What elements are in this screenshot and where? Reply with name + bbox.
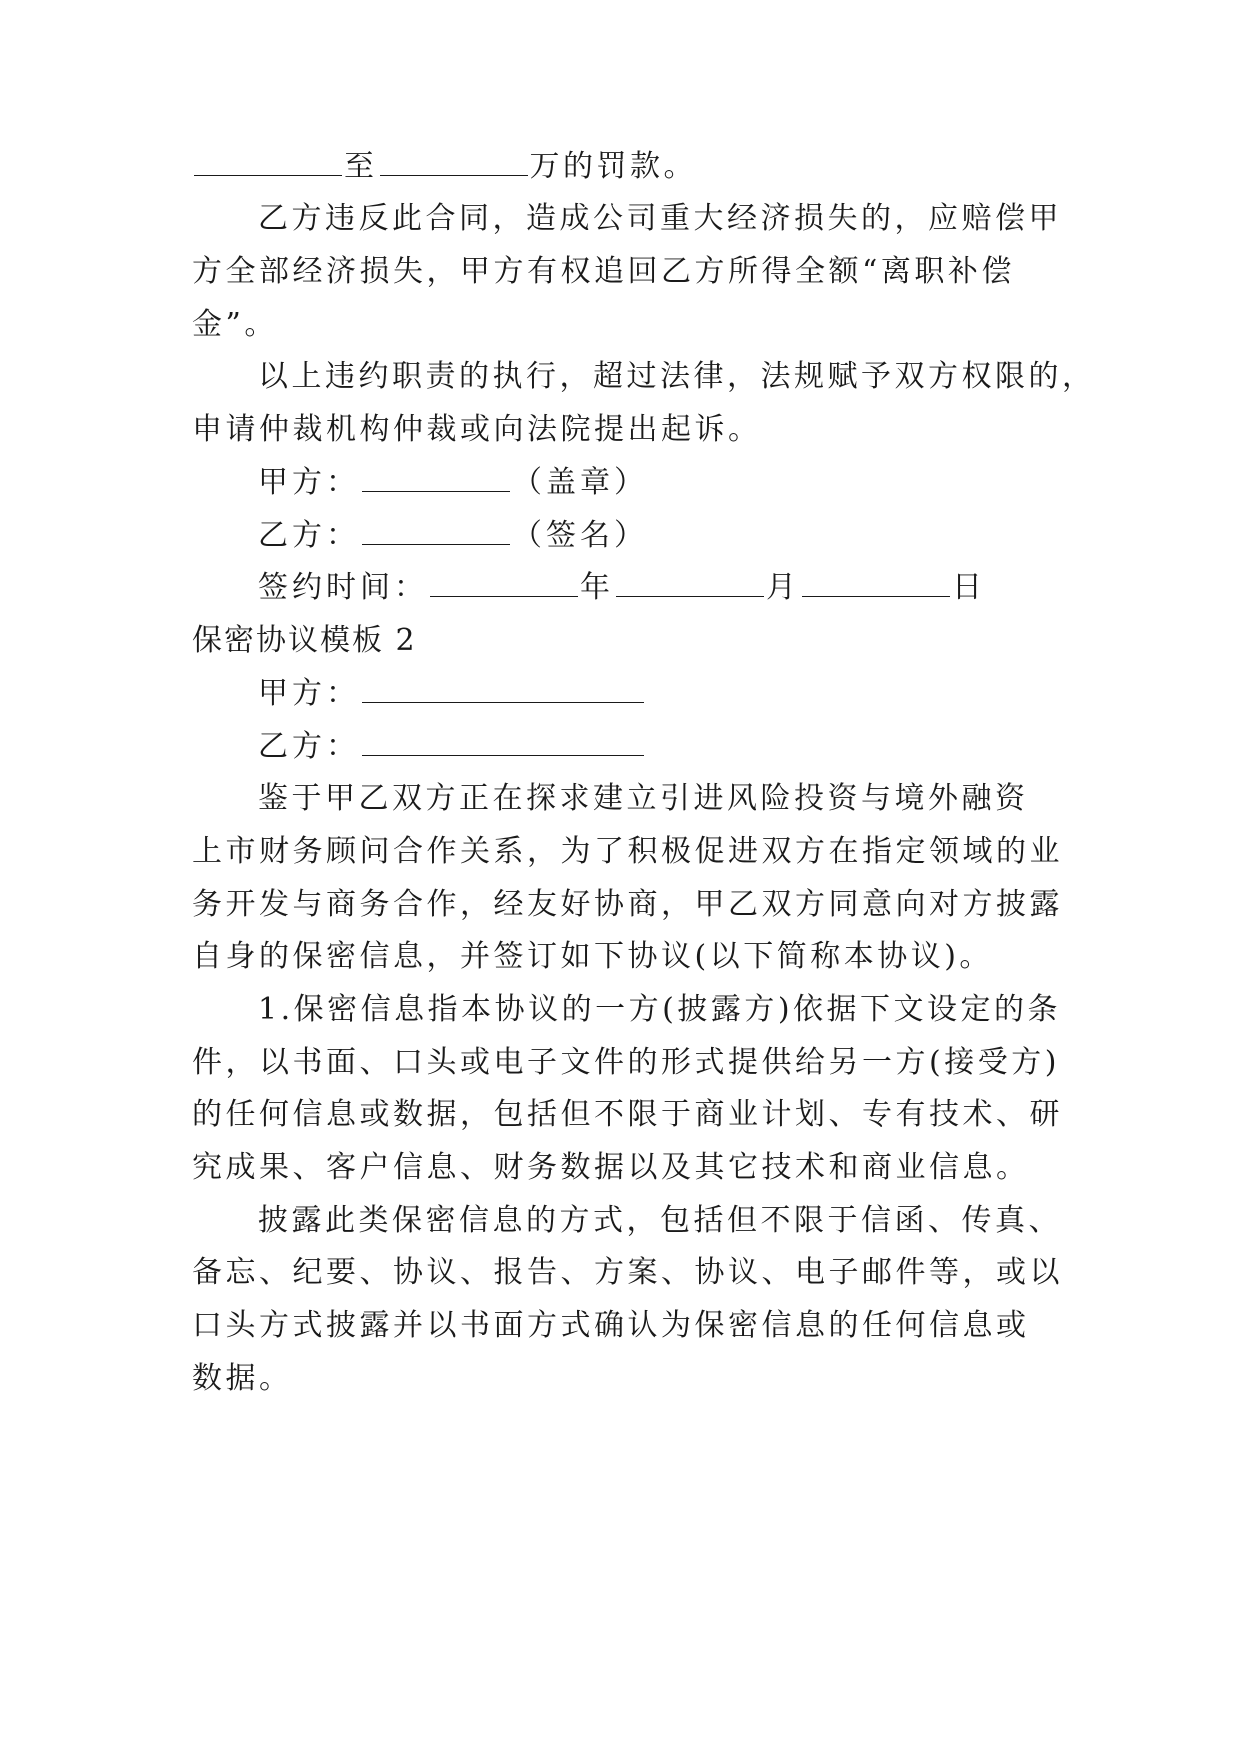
t2-party-b-line [258, 728, 646, 766]
blank-field [362, 680, 644, 703]
t2-party-a-label: 甲方： [258, 676, 360, 711]
paragraph-line: 鉴于甲乙双方正在探求建立引进风险投资与境外融资 [258, 781, 1029, 816]
paragraph-line: 口头方式披露并以书面方式确认为保密信息的任何信息或 [192, 1308, 1030, 1343]
penalty-line [192, 148, 697, 186]
date-label: 签约时间： [258, 570, 428, 605]
paragraph-line: 数据。 [192, 1361, 293, 1396]
year-label: 年 [580, 570, 614, 605]
paragraph-line: 上市财务顾问合作关系，为了积极促进双方在指定领域的业 [192, 834, 1063, 869]
paragraph-line: 务开发与商务合作，经友好协商，甲乙双方同意向对方披露 [192, 887, 1063, 922]
blank-field [430, 574, 578, 597]
party-a-signature-line [258, 464, 648, 502]
signing-date-line [258, 569, 986, 607]
paragraph-line: 究成果、客户信息、财务数据以及其它技术和商业信息。 [192, 1150, 1030, 1185]
paragraph-line: 自身的保密信息，并签订如下协议(以下简称本协议)。 [192, 939, 993, 974]
paragraph-line: 乙方违反此合同，造成公司重大经济损失的，应赔偿甲 [258, 201, 1062, 236]
blank-field [362, 733, 644, 756]
party-b-signature-line [258, 517, 648, 555]
party-a-note: （盖章） [512, 465, 648, 500]
paragraph-line: 备忘、纪要、协议、报告、方案、协议、电子邮件等，或以 [192, 1255, 1063, 1290]
paragraph-line: 方全部经济损失，甲方有权追回乙方所得全额“离职补偿 [192, 254, 1015, 289]
t2-party-a-line [258, 675, 646, 713]
blank-field [362, 469, 510, 492]
paragraph-line: 1.保密信息指本协议的一方(披露方)依据下文设定的条 [258, 992, 1062, 1027]
blank-field [802, 574, 950, 597]
party-b-label: 乙方： [258, 518, 360, 553]
blank-field [380, 153, 528, 176]
paragraph-line: 以上违约职责的执行，超过法律，法规赋予双方权限的， [258, 359, 1096, 394]
t2-party-b-label: 乙方： [258, 729, 360, 764]
blank-field [194, 153, 342, 176]
blank-field [616, 574, 764, 597]
day-label: 日 [952, 570, 986, 605]
paragraph-line: 金”。 [192, 307, 278, 342]
party-a-label: 甲方： [258, 465, 360, 500]
paragraph-line: 的任何信息或数据，包括但不限于商业计划、专有技术、研 [192, 1097, 1063, 1132]
paragraph-line: 申请仲裁机构仲裁或向法院提出起诉。 [192, 412, 762, 447]
paragraph-line: 件，以书面、口头或电子文件的形式提供给另一方(接受方) [192, 1045, 1060, 1080]
paragraph-line: 披露此类保密信息的方式，包括但不限于信函、传真、 [258, 1203, 1062, 1238]
penalty-connector: 至 [344, 149, 378, 184]
month-label: 月 [766, 570, 800, 605]
penalty-suffix: 万的罚款。 [529, 149, 697, 184]
party-b-note: （签名） [512, 518, 648, 553]
blank-field [362, 522, 510, 545]
section-title: 保密协议模板 2 [192, 623, 417, 658]
